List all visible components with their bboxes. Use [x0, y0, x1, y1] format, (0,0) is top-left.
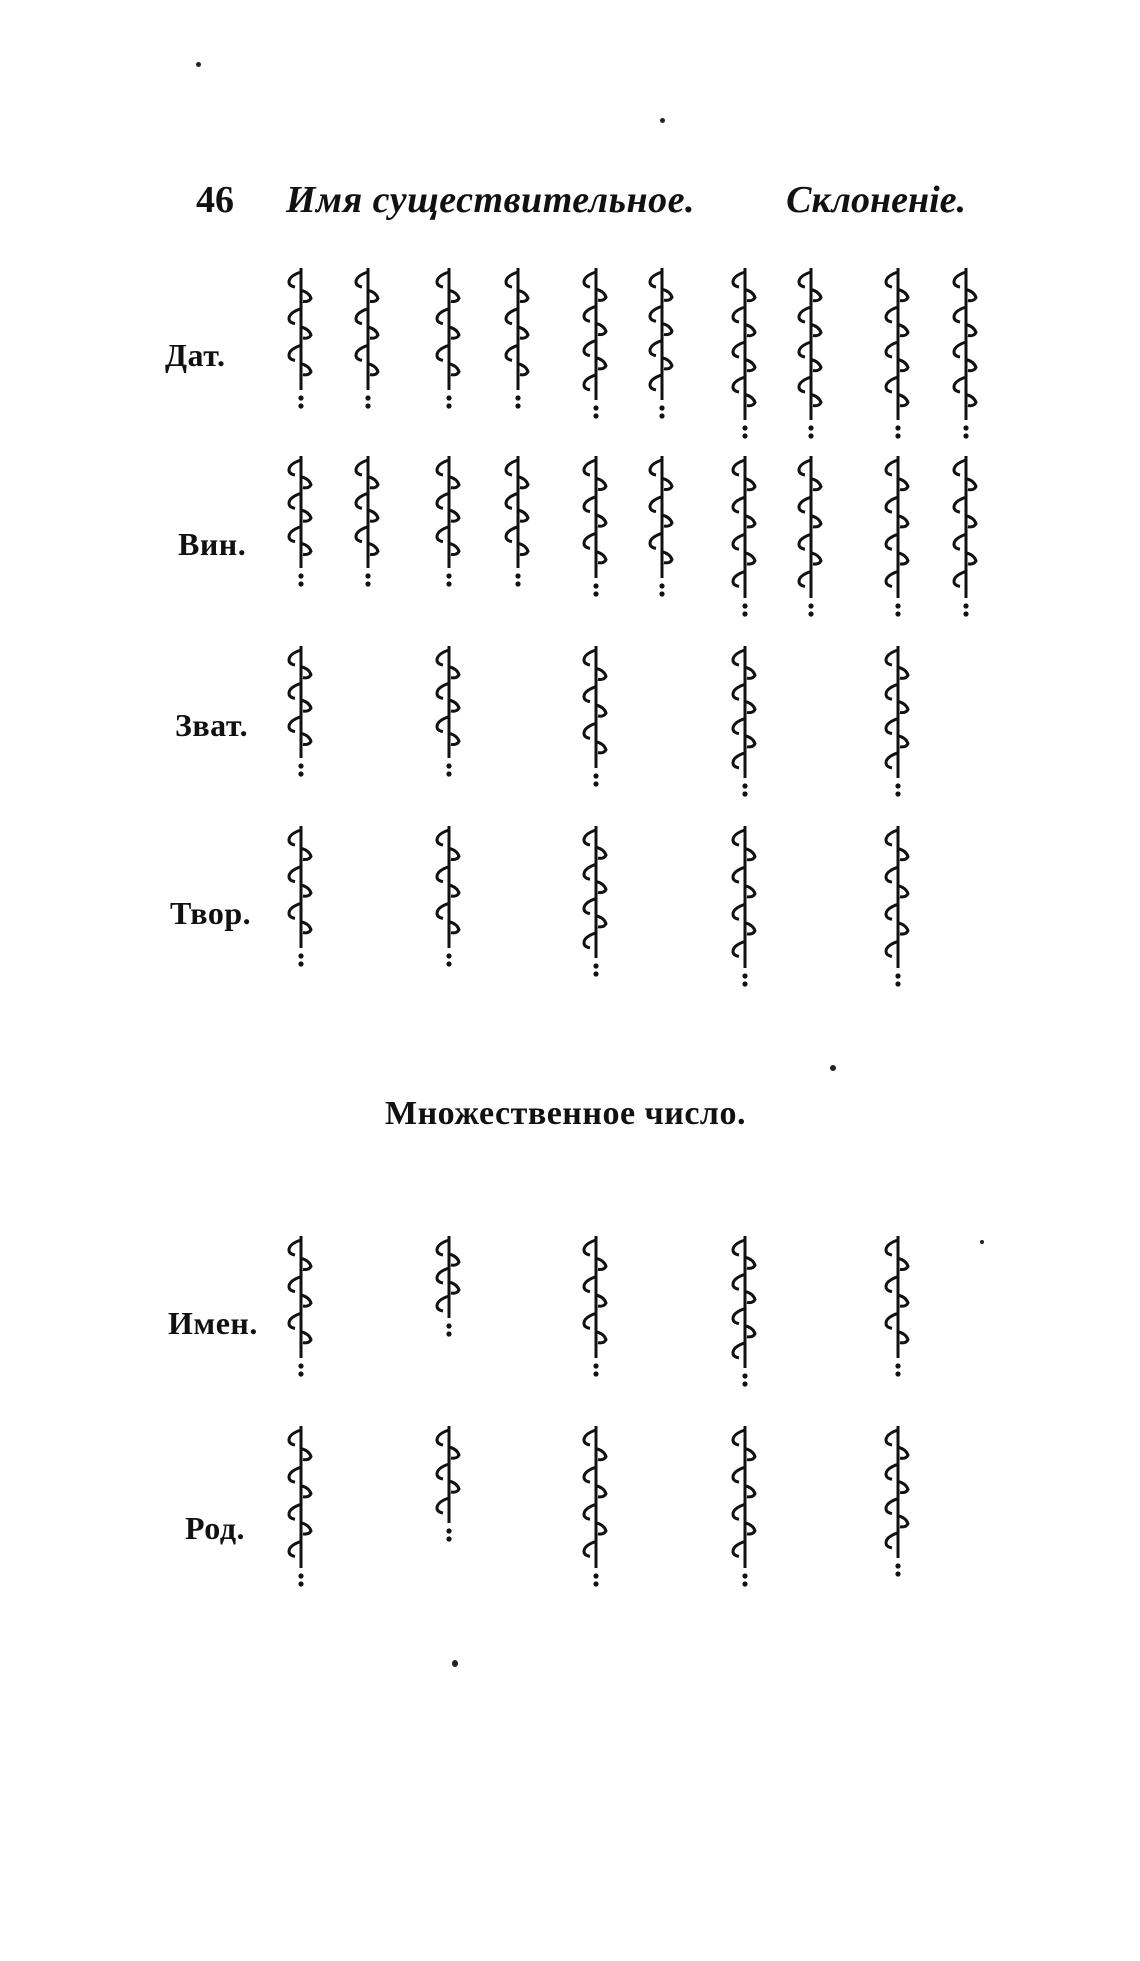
page-header	[196, 178, 966, 228]
mongolian-script-column	[880, 262, 910, 442]
vertical-mongolian-script-glyph-icon	[283, 262, 313, 412]
page-number: 46	[196, 179, 234, 221]
mongolian-script-column	[880, 640, 910, 800]
mongolian-script-column	[283, 450, 313, 590]
mongolian-script-column	[578, 820, 608, 980]
mongolian-script-column	[431, 262, 461, 412]
mongolian-script-column	[644, 262, 674, 422]
mongolian-script-column	[948, 262, 978, 442]
vertical-mongolian-script-glyph-icon	[880, 1420, 910, 1580]
vertical-mongolian-script-glyph-icon	[727, 820, 757, 990]
vertical-mongolian-script-glyph-icon	[431, 450, 461, 590]
mongolian-script-column	[793, 450, 823, 620]
case-label-instrumental: Твор.	[170, 895, 252, 931]
vertical-mongolian-script-glyph-icon	[727, 1420, 757, 1590]
case-label-nominative-plural: Имен.	[168, 1305, 258, 1341]
vertical-mongolian-script-glyph-icon	[948, 450, 978, 620]
mongolian-script-column	[880, 1420, 910, 1580]
mongolian-script-column	[283, 820, 313, 970]
vertical-mongolian-script-glyph-icon	[283, 1230, 313, 1380]
mongolian-script-column	[644, 450, 674, 600]
vertical-mongolian-script-glyph-icon	[350, 262, 380, 412]
vertical-mongolian-script-glyph-icon	[578, 262, 608, 422]
vertical-mongolian-script-glyph-icon	[578, 640, 608, 790]
print-speck	[196, 62, 201, 67]
mongolian-script-column	[727, 640, 757, 800]
case-label-vocative: Зват.	[175, 707, 249, 743]
vertical-mongolian-script-glyph-icon	[880, 262, 910, 442]
mongolian-script-column	[948, 450, 978, 620]
vertical-mongolian-script-glyph-icon	[578, 1230, 608, 1380]
vertical-mongolian-script-glyph-icon	[500, 262, 530, 412]
mongolian-script-column	[727, 1230, 757, 1390]
vertical-mongolian-script-glyph-icon	[793, 262, 823, 442]
vertical-mongolian-script-glyph-icon	[727, 1230, 757, 1390]
mongolian-script-column	[350, 262, 380, 412]
mongolian-script-column	[727, 1420, 757, 1590]
mongolian-script-column	[578, 640, 608, 790]
vertical-mongolian-script-glyph-icon	[283, 450, 313, 590]
mongolian-script-column	[431, 820, 461, 970]
vertical-mongolian-script-glyph-icon	[283, 820, 313, 970]
vertical-mongolian-script-glyph-icon	[431, 640, 461, 780]
case-label-dative: Дат.	[165, 337, 226, 373]
vertical-mongolian-script-glyph-icon	[880, 1230, 910, 1380]
vertical-mongolian-script-glyph-icon	[880, 820, 910, 990]
print-speck	[830, 1065, 836, 1071]
mongolian-script-column	[793, 262, 823, 442]
vertical-mongolian-script-glyph-icon	[727, 262, 757, 442]
mongolian-script-column	[727, 450, 757, 620]
vertical-mongolian-script-glyph-icon	[578, 820, 608, 980]
mongolian-script-column	[727, 820, 757, 990]
vertical-mongolian-script-glyph-icon	[431, 262, 461, 412]
plural-section-title: Множественное число.	[385, 1095, 746, 1132]
running-title: Имя существительное.	[286, 179, 695, 221]
mongolian-script-column	[578, 1420, 608, 1590]
mongolian-script-column	[431, 450, 461, 590]
vertical-mongolian-script-glyph-icon	[431, 1230, 461, 1340]
vertical-mongolian-script-glyph-icon	[283, 1420, 313, 1590]
mongolian-script-column	[880, 820, 910, 990]
vertical-mongolian-script-glyph-icon	[431, 1420, 461, 1545]
mongolian-script-column	[283, 1420, 313, 1590]
case-label-accusative: Вин.	[178, 526, 247, 562]
mongolian-script-column	[283, 1230, 313, 1380]
mongolian-script-column	[500, 262, 530, 412]
print-speck	[660, 118, 665, 123]
running-section: Склоненіе.	[786, 179, 966, 221]
mongolian-script-column	[431, 640, 461, 780]
mongolian-script-column	[283, 640, 313, 780]
vertical-mongolian-script-glyph-icon	[644, 450, 674, 600]
vertical-mongolian-script-glyph-icon	[431, 820, 461, 970]
mongolian-script-column	[880, 1230, 910, 1380]
vertical-mongolian-script-glyph-icon	[727, 640, 757, 800]
mongolian-script-column	[727, 262, 757, 442]
vertical-mongolian-script-glyph-icon	[727, 450, 757, 620]
vertical-mongolian-script-glyph-icon	[500, 450, 530, 590]
vertical-mongolian-script-glyph-icon	[578, 1420, 608, 1590]
vertical-mongolian-script-glyph-icon	[793, 450, 823, 620]
mongolian-script-column	[578, 450, 608, 600]
mongolian-script-column	[880, 450, 910, 620]
vertical-mongolian-script-glyph-icon	[880, 640, 910, 800]
mongolian-script-column	[500, 450, 530, 590]
print-speck	[452, 1660, 458, 1667]
mongolian-script-column	[578, 1230, 608, 1380]
vertical-mongolian-script-glyph-icon	[578, 450, 608, 600]
case-label-genitive-plural: Род.	[185, 1510, 246, 1546]
mongolian-script-column	[431, 1420, 461, 1545]
print-speck	[980, 1240, 984, 1244]
mongolian-script-column	[431, 1230, 461, 1340]
vertical-mongolian-script-glyph-icon	[283, 640, 313, 780]
vertical-mongolian-script-glyph-icon	[880, 450, 910, 620]
vertical-mongolian-script-glyph-icon	[948, 262, 978, 442]
vertical-mongolian-script-glyph-icon	[350, 450, 380, 590]
mongolian-script-column	[283, 262, 313, 412]
mongolian-script-column	[350, 450, 380, 590]
vertical-mongolian-script-glyph-icon	[644, 262, 674, 422]
mongolian-script-column	[578, 262, 608, 422]
